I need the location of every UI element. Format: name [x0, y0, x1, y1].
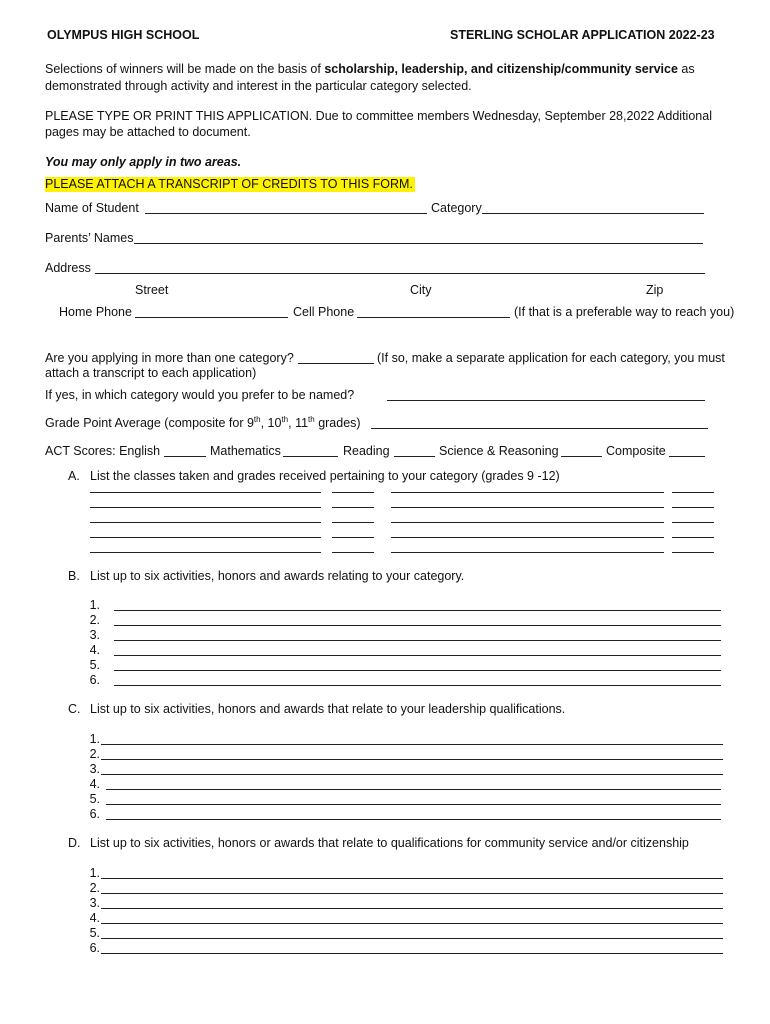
class-grade-field[interactable] — [672, 492, 714, 493]
leadership-field[interactable] — [106, 804, 721, 805]
multi-category-question: Are you applying in more than one category? — [45, 351, 294, 365]
act-reading-label: Reading — [343, 444, 390, 458]
cell-phone-field[interactable] — [357, 317, 510, 318]
cell-phone-note: (If that is a preferable way to reach you) — [514, 305, 735, 319]
list-number: 3. — [89, 762, 100, 776]
intro-text-end: as — [677, 62, 695, 76]
class-name-field[interactable] — [90, 507, 321, 508]
address-field[interactable] — [95, 273, 705, 274]
list-number: 6. — [89, 673, 100, 687]
list-number: 4. — [89, 643, 100, 657]
community-field[interactable] — [101, 893, 723, 894]
gpa-sup-11: th — [308, 414, 315, 424]
activity-field[interactable] — [114, 670, 721, 671]
section-c-letter: C. — [68, 702, 81, 716]
list-number: 1. — [89, 866, 100, 880]
activity-field[interactable] — [114, 685, 721, 686]
act-reading-field[interactable] — [394, 456, 435, 457]
two-areas-note: You may only apply in two areas. — [45, 155, 242, 169]
class-grade-field[interactable] — [672, 522, 714, 523]
class-name-field[interactable] — [391, 492, 664, 493]
parents-label: Parents’ Names — [45, 231, 134, 245]
class-name-field[interactable] — [391, 552, 664, 553]
leadership-field[interactable] — [106, 789, 721, 790]
zip-label: Zip — [646, 283, 664, 297]
section-a-heading: List the classes taken and grades received pertaining to your category (grades 9 -12) — [90, 469, 560, 483]
class-grade-field[interactable] — [672, 507, 714, 508]
community-field[interactable] — [101, 938, 723, 939]
list-number: 3. — [89, 628, 100, 642]
class-name-field[interactable] — [391, 507, 664, 508]
leadership-field[interactable] — [101, 744, 723, 745]
class-name-field[interactable] — [90, 492, 321, 493]
class-name-field[interactable] — [90, 552, 321, 553]
class-grade-field[interactable] — [332, 492, 374, 493]
section-b-letter: B. — [68, 569, 80, 583]
act-english-field[interactable] — [164, 456, 206, 457]
act-composite-label: Composite — [606, 444, 666, 458]
section-d-letter: D. — [68, 836, 81, 850]
list-number: 6. — [89, 941, 100, 955]
transcript-note: PLEASE ATTACH A TRANSCRIPT OF CREDITS TO THIS FORM. — [45, 177, 413, 191]
section-d-heading: List up to six activities, honors or awards that relate to qualifications for community service and/or citizenship — [90, 836, 689, 850]
leadership-field[interactable] — [101, 774, 723, 775]
street-label: Street — [135, 283, 169, 297]
named-category-question: If yes, in which category would you prefer to be named? — [45, 388, 355, 402]
activity-field[interactable] — [114, 640, 721, 641]
gpa-text-end: grades) — [314, 416, 361, 430]
activity-field[interactable] — [114, 610, 721, 611]
gpa-text: Grade Point Average (composite for 9 — [45, 416, 254, 430]
intro-bold-text: scholarship, leadership, and citizenship/community service — [324, 62, 678, 76]
home-phone-label: Home Phone — [59, 305, 132, 319]
list-number: 4. — [89, 777, 100, 791]
gpa-field[interactable] — [371, 428, 708, 429]
print-instruction: PLEASE TYPE OR PRINT THIS APPLICATION. Due to committee members Wednesday, September 28,2022 Additional — [45, 109, 712, 123]
multi-category-note-2: attach a transcript to each application) — [45, 366, 257, 380]
act-science-field[interactable] — [561, 456, 602, 457]
class-grade-field[interactable] — [332, 507, 374, 508]
gpa-text-10: , 10 — [260, 416, 282, 430]
act-math-field[interactable] — [283, 456, 338, 457]
class-grade-field[interactable] — [332, 537, 374, 538]
student-name-field[interactable] — [145, 213, 427, 214]
list-number: 1. — [89, 598, 100, 612]
list-number: 5. — [89, 792, 100, 806]
class-grade-field[interactable] — [672, 537, 714, 538]
gpa-text-11: , 11 — [288, 416, 309, 430]
address-label: Address — [45, 261, 91, 275]
list-number: 3. — [89, 896, 100, 910]
activity-field[interactable] — [114, 655, 721, 656]
multi-category-field[interactable] — [298, 363, 374, 364]
act-math-label: Mathematics — [210, 444, 281, 458]
class-grade-field[interactable] — [332, 552, 374, 553]
leadership-field[interactable] — [101, 759, 723, 760]
community-field[interactable] — [101, 908, 723, 909]
parents-field[interactable] — [134, 243, 703, 244]
student-name-label: Name of Student — [45, 201, 139, 215]
act-science-label: Science & Reasoning — [439, 444, 559, 458]
list-number: 6. — [89, 807, 100, 821]
list-number: 2. — [89, 881, 100, 895]
act-english-label: ACT Scores: English — [45, 444, 161, 458]
gpa-sup-9: th — [253, 414, 261, 424]
gpa-sup-10: th — [281, 414, 289, 424]
list-number: 5. — [89, 658, 100, 672]
act-composite-field[interactable] — [669, 456, 705, 457]
category-field[interactable] — [482, 213, 704, 214]
leadership-field[interactable] — [106, 819, 721, 820]
class-name-field[interactable] — [90, 522, 321, 523]
multi-category-note: (If so, make a separate application for each category, you must — [377, 351, 725, 365]
named-category-field[interactable] — [387, 400, 705, 401]
class-grade-field[interactable] — [332, 522, 374, 523]
class-name-field[interactable] — [391, 537, 664, 538]
city-label: City — [410, 283, 432, 297]
form-title: STERLING SCHOLAR APPLICATION 2022-23 — [450, 28, 715, 42]
section-c-heading: List up to six activities, honors and awards that relate to your leadership qualifications. — [90, 702, 566, 716]
home-phone-field[interactable] — [135, 317, 288, 318]
list-number: 5. — [89, 926, 100, 940]
intro-line-1 — [45, 62, 695, 77]
class-name-field[interactable] — [90, 537, 321, 538]
community-field[interactable] — [101, 953, 723, 954]
list-number: 2. — [89, 613, 100, 627]
class-name-field[interactable] — [391, 522, 664, 523]
cell-phone-label: Cell Phone — [293, 305, 355, 319]
print-instruction-2: pages may be attached to document. — [45, 125, 251, 139]
list-number: 4. — [89, 911, 100, 925]
list-number: 2. — [89, 747, 100, 761]
class-grade-field[interactable] — [672, 552, 714, 553]
community-field[interactable] — [101, 878, 723, 879]
intro-line-2: demonstrated through activity and interest in the particular category selected. — [45, 79, 472, 93]
section-b-heading: List up to six activities, honors and awards relating to your category. — [90, 569, 465, 583]
community-field[interactable] — [101, 923, 723, 924]
gpa-label — [45, 416, 361, 431]
intro-text: Selections of winners will be made on the basis of — [45, 62, 325, 76]
category-label: Category — [431, 201, 482, 215]
activity-field[interactable] — [114, 625, 721, 626]
school-name: OLYMPUS HIGH SCHOOL — [47, 28, 200, 42]
section-a-letter: A. — [68, 469, 80, 483]
list-number: 1. — [89, 732, 100, 746]
